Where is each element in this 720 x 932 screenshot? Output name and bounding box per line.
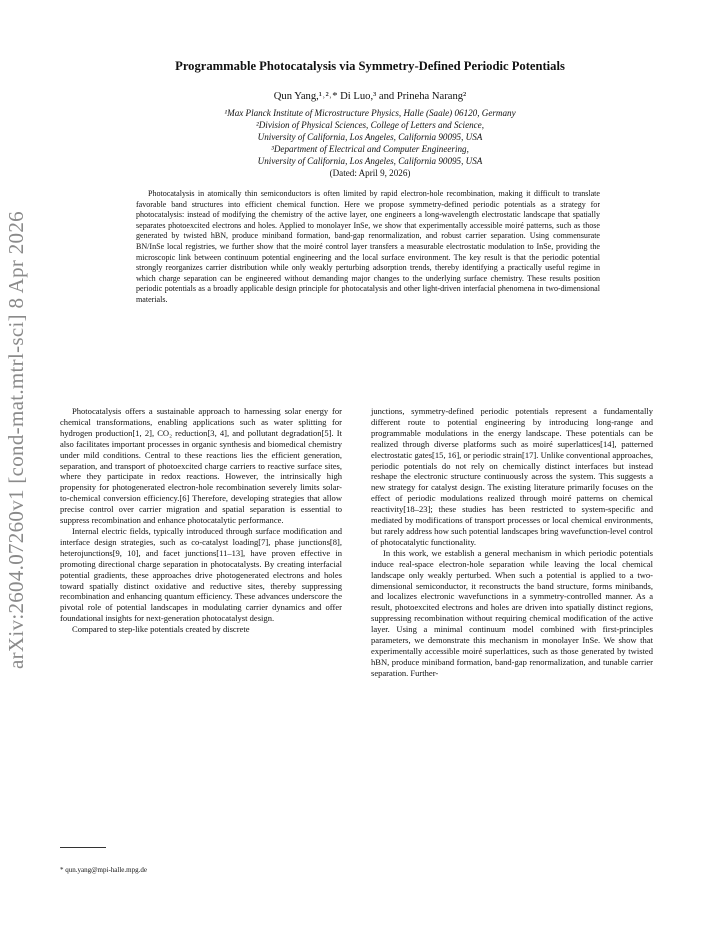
footnote-email: * qun.yang@mpi-halle.mpg.de <box>60 866 147 874</box>
affiliations <box>80 108 660 179</box>
body-column-right <box>371 406 653 679</box>
body-paragraph: In this work, we establish a general mechanism in which periodic potentials induce real-space electron-hole separation while leaving the local chemical landscape only weakly perturbed. When such a potential is applied to a two-dimensional semiconductor, it reconstructs the band structure, forms minibands, and localizes electronic wavefunctions in a symmetry-controlled manner. As a result, photoexcited electrons and holes are driven into spatially distinct regions, suppressing recombination without requiring chemical modification of the active layer. Using a minimal continuum model combined with first-principles parameters, we demonstrate this mechanism in monolayer InSe. We show that experimentally accessible moiré superlattices, such as those generated by twisted hBN, produce miniband formation, band-gap renormalization, and tunable carrier separation. Further- <box>371 547 653 678</box>
abstract: Photocatalysis in atomically thin semiconductors is often limited by rapid electron-hole recombination, making it difficult to translate favorable band structures into efficient chemical function. Here we propose symmetry-defined periodic potentials as a strategy for photocatalysis: instead of modifying the chemistry of the active layer, one engineers a long-wavelength electrostatic landscape that spatially separates photoexcited electrons and holes. Applied to monolayer InSe, we show that experimentally accessible moiré patterns, such as those generated by twisted hBN, produce miniband formation, band-gap renormalization, and robust carrier separation. Using commensurate BN/InSe local registries, we further show that the moiré control layer transfers a measurable electrostatic modulation to InSe, providing the microscopic link between continuum potential engineering and the local surface environment. The key result is that the periodic potential strongly reorganizes carrier distribution while only weakly perturbing adsorption trends, thereby identifying a practically useful regime in which charge separation can be engineered without demanding major changes to the underlying surface chemistry. These results position periodic potentials as a broadly applicable design principle for photocatalysis and other light-driven interfacial phenomena in two-dimensional materials. <box>136 189 600 304</box>
date-line: (Dated: April 9, 2026) <box>329 167 411 178</box>
paper-title: Programmable Photocatalysis via Symmetry-Defined Periodic Potentials <box>175 59 565 73</box>
affiliation-line: University of California, Los Angeles, California 90095, USA <box>257 131 483 142</box>
arxiv-identifier: arXiv:2604.07260v1 [cond-mat.mtrl-sci] 8 Apr 2026 <box>4 211 28 669</box>
body-paragraph: Photocatalysis offers a sustainable approach to harnessing solar energy for chemical transformations, enabling applications such as water splitting for hydrogen production[1, 2], CO₂ reduction[3, 4], and pollutant degradation[5]. It also facilitates important processes in organic synthesis and biomedical chemistry under mild conditions. Central to these reactions lies the efficient generation, separation, and transport of photoexcited charge carriers to reactive surface sites, where they participate in redox reactions. However, the intrinsically high propensity for photogenerated electron-hole recombination severely limits solar-to-chemical conversion efficiency.[6] Therefore, developing strategies that allow precise control over carrier migration and spatial separation is essential to suppress recombination and enhance photocatalytic performance. <box>60 406 342 526</box>
affiliation-line: ²Division of Physical Sciences, College of Letters and Science, <box>256 119 484 130</box>
body-paragraph: junctions, symmetry-defined periodic potentials represent a fundamentally different route to potential engineering by introducing long-range and programmable modulations in the energy landscape. These potentials can be realized through diverse platforms such as moiré superlattices[14], patterned electrostatic gates[15, 16], or periodic strain[17]. Unlike conventional approaches, periodic potentials do not rely on chemically distinct interfaces but instead reshape the electronic structure continuously across the system. This suggests a new strategy for catalyst design. The existing literature primarily focuses on the effect of periodic modulations realized through moiré patterns on chemical reactivity[18–23]; these studies has been restricted to system-specific and mediated by modifications of transport processes or local chemical environments, but rarely address how such potential landscapes bring wavefunction-level control of photocatalytic functionality. <box>371 406 653 547</box>
author-list: Qun Yang,¹˒²˒* Di Luo,³ and Prineha Narang² <box>273 91 467 102</box>
affiliation-line: ³Department of Electrical and Computer Engineering, <box>271 143 469 154</box>
body-paragraph: Compared to step-like potentials created by discrete <box>72 624 250 635</box>
body-column-left <box>60 406 342 635</box>
body-paragraph: Internal electric fields, typically introduced through surface modification and interface design strategies, such as co-catalyst loading[7], phase junctions[8], heterojunctions[9, 10], and facet junctions[11–13], have proven effective in promoting directional charge separation in photocatalysts. By creating interfacial potential gradients, these approaches drive photogenerated electrons and holes toward spatially distinct oxidative and reductive sites, thereby suppressing recombination and enhancing quantum efficiency. These advances underscore the pivotal role of potential landscapes in modulating carrier dynamics and offer foundational insights for next-generation photocatalyst design. <box>60 525 342 624</box>
affiliation-line: ¹Max Planck Institute of Microstructure Physics, Halle (Saale) 06120, Germany <box>224 108 516 118</box>
footnote-divider <box>60 847 106 848</box>
affiliation-line: University of California, Los Angeles, California 90095, USA <box>257 155 483 166</box>
